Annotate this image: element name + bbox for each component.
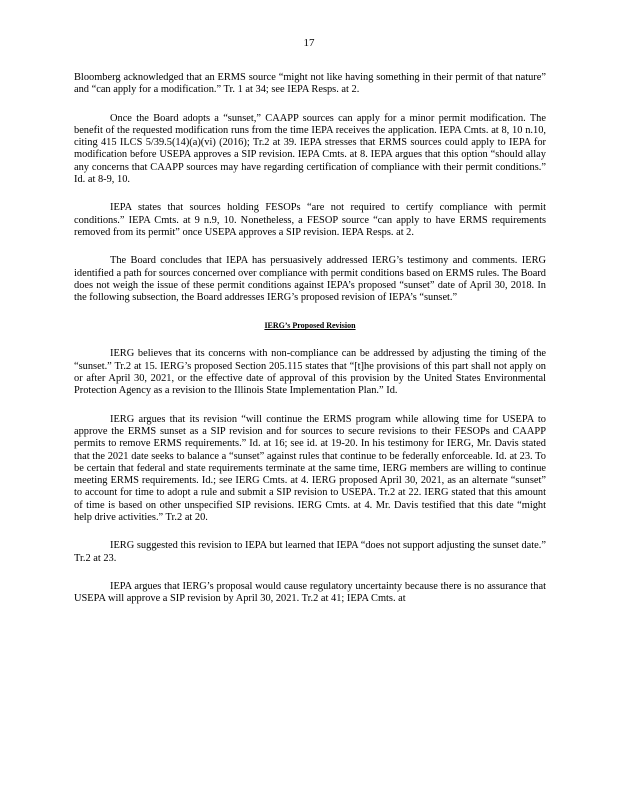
paragraph-ierg-concerns: IERG believes that its concerns with non-compliance can be addressed by adjusting the timing of the “sunset.” Tr.2 at 15. IERG’s proposed Section 205.115 states that “[t]he provisions of this part shall not apply on or after April 30, 2021, or the effective date of approval of this provision by the United States Environmental Protection Agency as a revision to the Illinois State Implementation Plan.” Id. xyxy=(74,348,546,397)
section-heading-text: IERG’s Proposed Revision xyxy=(264,321,356,331)
section-heading xyxy=(74,320,546,332)
paragraph-ierg-suggested: IERG suggested this revision to IEPA but learned that IEPA “does not support adjusting the sunset date.” Tr.2 at 23. xyxy=(74,540,546,564)
document-body xyxy=(74,72,546,622)
paragraph-ierg-argues: IERG argues that its revision “will continue the ERMS program while allowing time for USEPA to approve the ERMS sunset as a SIP revision and for sources to secure revisions to their FESOPs and CAAPP permits to remove ERMS requirements.” Id. at 16; see id. at 19-20. In his testimony for IERG, Mr. Davis stated that the 2021 date seeks to balance a “sunset” against rules that continue to be federally enforceable. Id. at 23. To be certain that federal and state requirements terminate at the same time, IERG members are willing to continue meeting ERMS requirements. Id.; see IERG Cmts. at 4. IERG proposed April 30, 2021, as an alternate “sunset” to account for time to adopt a rule and submit a SIP revision to USEPA. Tr.2 at 22. IERG stated that this amount of time is based on other unspecified SIP revisions. IERG Cmts. at 4. Mr. Davis testified that this date “might help drive activities.” Tr.2 at 20. xyxy=(74,413,546,524)
paragraph-board-conclusion: The Board concludes that IEPA has persuasively addressed IERG’s testimony and comments. IERG identified a path for sources concerned over compliance with permit conditions based on ERMS rules. The Board does not weigh the issue of these permit conditions against IEPA’s proposed “sunset” date of April 30, 2018. In the following subsection, the Board addresses IERG’s proposed revision of IEPA’s “sunset.” xyxy=(74,255,546,304)
paragraph-iepa-argues: IEPA argues that IERG’s proposal would cause regulatory uncertainty because there is no assurance that USEPA will approve a SIP revision by April 30, 2021. Tr.2 at 41; IEPA Cmts. at xyxy=(74,580,546,605)
paragraph-erms-modification: Bloomberg acknowledged that an ERMS source “might not like having something in their permit of that nature” and “can apply for a modification.” Tr. 1 at 34; see IEPA Resps. at 2. xyxy=(74,72,546,96)
page-number: 17 xyxy=(303,37,315,49)
paragraph-fesop-sources: IEPA states that sources holding FESOPs “are not required to certify compliance with permit conditions.” IEPA Cmts. at 9 n.9, 10. Nonetheless, a FESOP source “can apply to have ERMS requirements removed from its permit” once USEPA approves a SIP revision. IEPA Resps. at 2. xyxy=(74,202,546,238)
paragraph-board-sunset-caapp: Once the Board adopts a “sunset,” CAAPP sources can apply for a minor permit modification. The benefit of the requested modification runs from the time IEPA receives the application. IEPA Cmts. at 8, 10 n.10, citing 415 ILCS 5/39.5(14)(a)(vi) (2016); Tr.2 at 39. IEPA stresses that ERMS sources could apply to IEPA for modification before USEPA approves a SIP revision. IEPA Cmts. at 8. IEPA argues that this option “should allay any concerns that CAAPP sources may have regarding certification of compliance with their permit conditions.” Id. at 8-9, 10. xyxy=(74,112,546,186)
